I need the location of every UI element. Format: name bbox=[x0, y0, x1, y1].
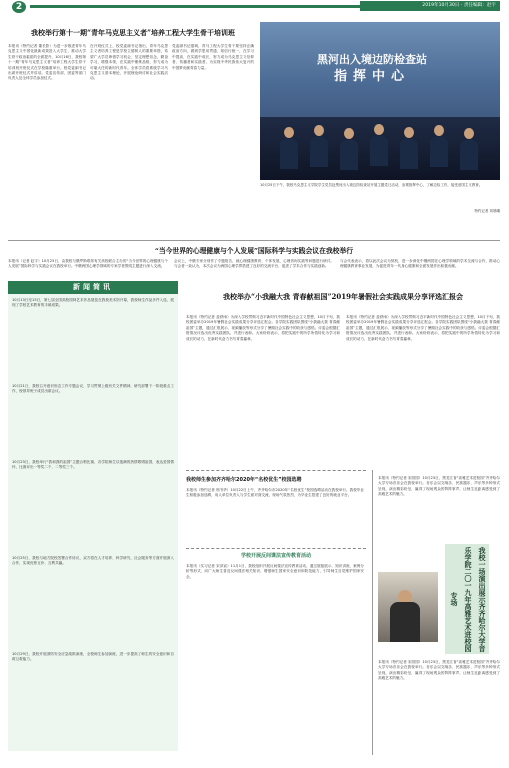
photo-sign bbox=[282, 52, 462, 92]
section-divider bbox=[8, 240, 500, 241]
page-header bbox=[0, 0, 509, 14]
mid-article-title: “当今世界的心理健康与个人发展”国际科学与实践会议在我校举行 bbox=[154, 247, 354, 255]
mid-article-col2: 会议上，中俄专家分别作了专题报告，就心理健康教育、个体发展、心理咨询实践等问题进行研讨。与会者一致认为，本次会议为两国心理学界搭建了良好的交流平台，促进了学术合作与实践创新。 bbox=[174, 259, 334, 269]
photo-caption: 10月25日下午，我校马克思主义学院学生党员赴黑河出入境边防检查站开展主题党日活动，参观指挥中心，了解边检工作，接受爱国主义教育。 bbox=[260, 183, 483, 187]
concert-photo bbox=[378, 572, 438, 642]
top-article-title: 我校举行第十一期“青年马克思主义者”培养工程大学生骨干培训班 bbox=[30, 28, 236, 37]
news-flash-item: 10月21日，我校召开意识形态工作专题会议，学习贯彻上级有关文件精神，研究部署下一阶段重点工作，校领导班子成员出席会议。 bbox=[12, 384, 174, 394]
column-divider bbox=[372, 470, 373, 755]
right-article-col2: 本报讯（特约记者 盖舒雨）为深入学校贯彻习近平新时代中国特色社会主义思想，10月下旬，我校团委举办2019年暑假社会实践成果分享评选汇报会。各学院实践团队围绕“小我融大我 青春献祖国”主题，通过汇报展示、视频播放等形式分享了暑期社会实践中的收获与感悟。评委会根据汇报情况评选出优秀实践团队，并进行表彰。大家纷纷表示，将把实践中的所学所悟转化为学习和成长的动力，在新时代奋力书写青春篇章。 bbox=[346, 315, 500, 341]
dashed-divider bbox=[186, 470, 366, 471]
news-flash-item: 10月23日，我校举行“我和我的祖国”主题合唱比赛，各学院师生以饱满的热情歌唱祖国，表达爱国情怀，比赛评出一等奖二个、二等奖三个。 bbox=[12, 460, 174, 470]
issue-info: 2019年10月30日 · 责任编辑：赵宇 bbox=[360, 1, 500, 11]
concert-body-cont: 本报讯（特约记者 宋园园）10月23日，黑龙江省“高雅艺术进校园”齐齐哈尔大学专场音乐会在我校举行。音乐会以交响乐、民族器乐、声乐等多种形式呈现，演出精彩纷呈，赢得了现场观众的阵阵掌声，让师生近距离感受到了高雅艺术的魅力。 bbox=[378, 660, 500, 681]
news-flash-item: 10月13日至15日，第七届全国高校园林艺术作品展览在我校美术馆开幕，我校师生作品多件入选，展现了学校艺术教育的丰硕成果。 bbox=[12, 298, 174, 308]
photo-sign-line1: 黑河出入境边防检查站 bbox=[317, 53, 427, 66]
concert-vertical-title: 我校一场演出展示齐齐哈尔大学音乐学院二〇一九年高雅艺术进校园专场 bbox=[445, 544, 489, 654]
top-article-col3: 党委副书记强调，青马工程大学生骨干要坚持正确政治方向，做到学思用贯通、知信行统一，在学习中提高，在实践中成长，努力成为马克思主义信仰者、传播者和实践者，为实现中华民族伟大复兴的中国梦贡献青春力量。 bbox=[172, 44, 254, 70]
concert-body: 本报讯（特约记者 宋园园）10月23日，黑龙江省“高雅艺术进校园”齐齐哈尔大学专场音乐会在我校举行。音乐会以交响乐、民族器乐、声乐等多种形式呈现，演出精彩纷呈，赢得了现场观众的阵阵掌声，让师生近距离感受到了高雅艺术的魅力。 bbox=[378, 476, 500, 497]
dashed-divider bbox=[186, 548, 366, 549]
photo-people-silhouettes bbox=[260, 117, 500, 180]
news-flash-item: 10月25日，我校与地方院校签署合作协议，双方将在人才培养、科学研究、社会服务等方面开展深入合作，实现优势互补、互利共赢。 bbox=[12, 556, 174, 566]
sub-news1-body: 本报讯（特约记者 邢书华）10月22日上午，齐齐哈尔市2020年“名校优生”校园选聘活动在我校举行。我校毕业生积极参加选聘，用人单位负责人与学生面对面交流，现场气氛热烈，为毕业生搭建了良好的就业平台。 bbox=[186, 488, 364, 498]
photo-sign-line2: 指挥中心 bbox=[333, 69, 410, 84]
top-article-col2: 在开班仪式上，校党委副书记指出，青年马克思主义者培养工程是学校立德树人的重要举措，希望广大学员珍惜学习机会，坚定理想信念，勤奋学习，增强本领，在实践中锤炼品格，努力成为可堪大任的新时代青年。全体学员将系统学习马克思主义基本理论，开展理论研讨和社会实践活动。 bbox=[90, 44, 168, 81]
top-article-col1: 本报讯（特约记者 董长影）为进一步推进青年马克思主义中国化最新成果进入大学生，推动大学生骨干政治素质的全面提升，10月16日，我校第十一期“青年马克思主义者”培养工程大学生骨干培训班开班仪式在学校隆重举行。校党委副书记出席开班仪式并讲话。党委宣传部、团委等部门负责人及全体学员参加仪式。 bbox=[8, 44, 86, 81]
photo-credit: 特约记者 刘晨曦 bbox=[474, 209, 500, 213]
mid-article-col1: 本报讯（记者 赵宇）10月25日，由我校与俄罗斯联邦有关高校联合主办的“当今世界的心理健康与个人发展”国际科学与实践会议在我校举行。中俄两国心理学领域的专家学者围绕主题进行深入交流。 bbox=[8, 259, 168, 269]
right-article-col1: 本报讯（特约记者 盖舒雨）为深入学校贯彻习近平新时代中国特色社会主义思想，10月下旬，我校团委举办2019年暑假社会实践成果分享评选汇报会。各学院实践团队围绕“小我融大我 青春献祖国”主题，通过汇报展示、视频播放等形式分享了暑期社会实践中的收获与感悟。评委会根据汇报情况评选出优秀实践团队，并进行表彰。大家纷纷表示，将把实践中的所学所悟转化为学习和成长的动力，在新时代奋力书写青春篇章。 bbox=[186, 315, 340, 341]
news-flash-item: 10月29日，我校开展消防安全应急疏散演练，全校师生参加演练，进一步提高了师生的安全意识和自救互救能力。 bbox=[12, 652, 174, 662]
mid-article-col3: 与会代表表示，将以此次会议为契机，进一步深化中俄两国在心理学领域的学术交流与合作，推动心理健康教育事业发展，为促进青年一代身心健康和全面发展作出积极贡献。 bbox=[340, 259, 500, 269]
news-photo-border-station bbox=[260, 22, 500, 180]
sub-news2-title: 学校开展反间谍法宣传教育活动 bbox=[240, 553, 311, 559]
news-flash-title: 新闻简讯 bbox=[8, 281, 178, 294]
sub-news1-title: 我校师生参加齐齐哈尔2020年“名校优生”校园选聘 bbox=[186, 477, 302, 483]
page-number: 2 bbox=[12, 1, 26, 13]
sub-news2-body: 本报讯（实习记者 宋泽宸）11月1日，我校组织开展反间谍法宣传教育活动，通过展板展示、知识讲座、案例分析等形式，向广大师生普及反间谍法相关知识，增强师生国家安全意识和防范能力，引导师生自觉维护国家安全。 bbox=[186, 564, 364, 579]
right-article-title: 我校举办“小我融大我 青春献祖国”2019年暑假社会实践成果分享评选汇报会 bbox=[223, 292, 463, 301]
